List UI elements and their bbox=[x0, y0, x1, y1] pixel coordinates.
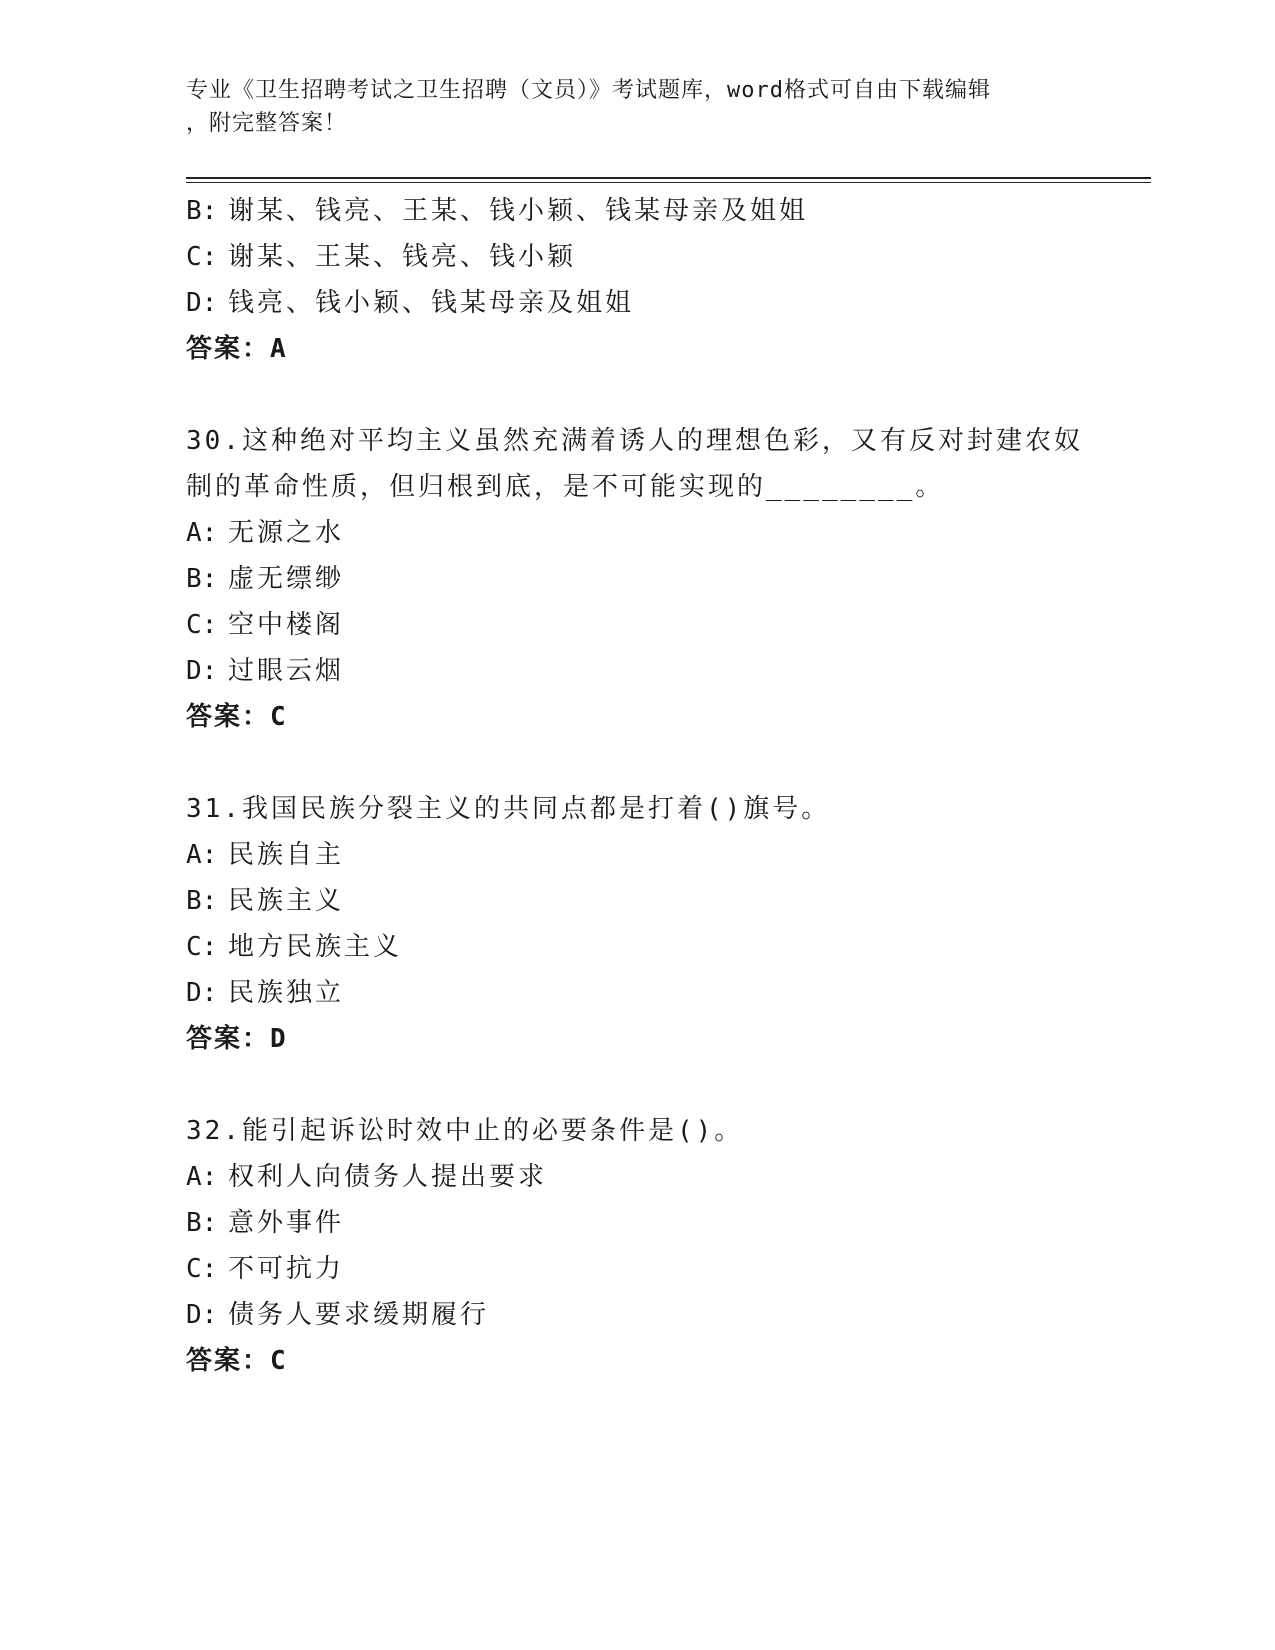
option-letter: B: bbox=[186, 564, 218, 594]
option-b bbox=[186, 188, 1086, 234]
option-text: 债务人要求缓期履行 bbox=[228, 1300, 490, 1330]
question-32 bbox=[186, 1108, 1086, 1384]
answer-label: 答案： bbox=[186, 1346, 271, 1376]
question-list bbox=[186, 188, 1086, 1384]
option-letter: C: bbox=[186, 1254, 218, 1284]
answer-value: D bbox=[270, 1024, 288, 1054]
option-letter: A: bbox=[186, 518, 218, 548]
option-text: 虚无缥缈 bbox=[228, 564, 345, 594]
answer-label: 答案： bbox=[186, 702, 271, 732]
question-fragment bbox=[186, 188, 1086, 372]
option-a bbox=[186, 1154, 1086, 1200]
option-b bbox=[186, 556, 1086, 602]
option-text: 地方民族主义 bbox=[228, 932, 403, 962]
header-line-2: ，附完整答案！ bbox=[186, 111, 348, 136]
option-a bbox=[186, 510, 1086, 556]
option-text: 过眼云烟 bbox=[228, 656, 345, 686]
option-letter: D: bbox=[186, 978, 218, 1008]
answer-label: 答案： bbox=[186, 334, 271, 364]
answer-label: 答案： bbox=[186, 1024, 271, 1054]
option-c bbox=[186, 602, 1086, 648]
answer-value: C bbox=[270, 1346, 288, 1376]
option-c bbox=[186, 1246, 1086, 1292]
question-stem: 30.这种绝对平均主义虽然充满着诱人的理想色彩，又有反对封建农奴 bbox=[186, 426, 1083, 456]
option-text: 钱亮、钱小颖、钱某母亲及姐姐 bbox=[228, 288, 635, 318]
header-divider bbox=[186, 177, 1151, 183]
option-letter: B: bbox=[186, 886, 218, 916]
option-letter: C: bbox=[186, 932, 218, 962]
spacer bbox=[186, 740, 1086, 786]
option-text: 民族独立 bbox=[228, 978, 345, 1008]
option-a bbox=[186, 832, 1086, 878]
option-d bbox=[186, 648, 1086, 694]
spacer bbox=[186, 372, 1086, 418]
option-d bbox=[186, 970, 1086, 1016]
option-letter: C: bbox=[186, 242, 218, 272]
option-d bbox=[186, 280, 1086, 326]
option-c bbox=[186, 924, 1086, 970]
option-text: 无源之水 bbox=[228, 518, 345, 548]
question-stem: 31.我国民族分裂主义的共同点都是打着()旗号。 bbox=[186, 794, 831, 824]
header-line-1: 专业《卫生招聘考试之卫生招聘（文员）》考试题库，word格式可自由下载编辑 bbox=[186, 78, 991, 103]
option-text: 权利人向债务人提出要求 bbox=[228, 1162, 548, 1192]
document-header bbox=[186, 74, 1086, 140]
question-stem-continued: 制的革命性质，但归根到底，是不可能实现的________。 bbox=[186, 472, 945, 502]
option-letter: D: bbox=[186, 288, 218, 318]
option-letter: C: bbox=[186, 610, 218, 640]
option-text: 民族自主 bbox=[228, 840, 345, 870]
option-text: 谢某、王某、钱亮、钱小颖 bbox=[228, 242, 577, 272]
option-text: 空中楼阁 bbox=[228, 610, 345, 640]
option-letter: A: bbox=[186, 1162, 218, 1192]
answer-value: A bbox=[270, 334, 288, 364]
answer-line bbox=[186, 694, 1086, 740]
option-letter: B: bbox=[186, 196, 218, 226]
option-letter: D: bbox=[186, 656, 218, 686]
answer-line bbox=[186, 1016, 1086, 1062]
answer-value: C bbox=[270, 702, 288, 732]
answer-line bbox=[186, 326, 1086, 372]
option-text: 民族主义 bbox=[228, 886, 345, 916]
spacer bbox=[186, 1062, 1086, 1108]
option-text: 不可抗力 bbox=[228, 1254, 345, 1284]
question-stem: 32.能引起诉讼时效中止的必要条件是()。 bbox=[186, 1116, 744, 1146]
option-text: 意外事件 bbox=[228, 1208, 345, 1238]
question-31 bbox=[186, 786, 1086, 1062]
option-d bbox=[186, 1292, 1086, 1338]
question-30 bbox=[186, 418, 1086, 740]
option-letter: D: bbox=[186, 1300, 218, 1330]
option-letter: A: bbox=[186, 840, 218, 870]
option-b bbox=[186, 878, 1086, 924]
answer-line bbox=[186, 1338, 1086, 1384]
option-b bbox=[186, 1200, 1086, 1246]
option-c bbox=[186, 234, 1086, 280]
option-letter: B: bbox=[186, 1208, 218, 1238]
option-text: 谢某、钱亮、王某、钱小颖、钱某母亲及姐姐 bbox=[228, 196, 809, 226]
